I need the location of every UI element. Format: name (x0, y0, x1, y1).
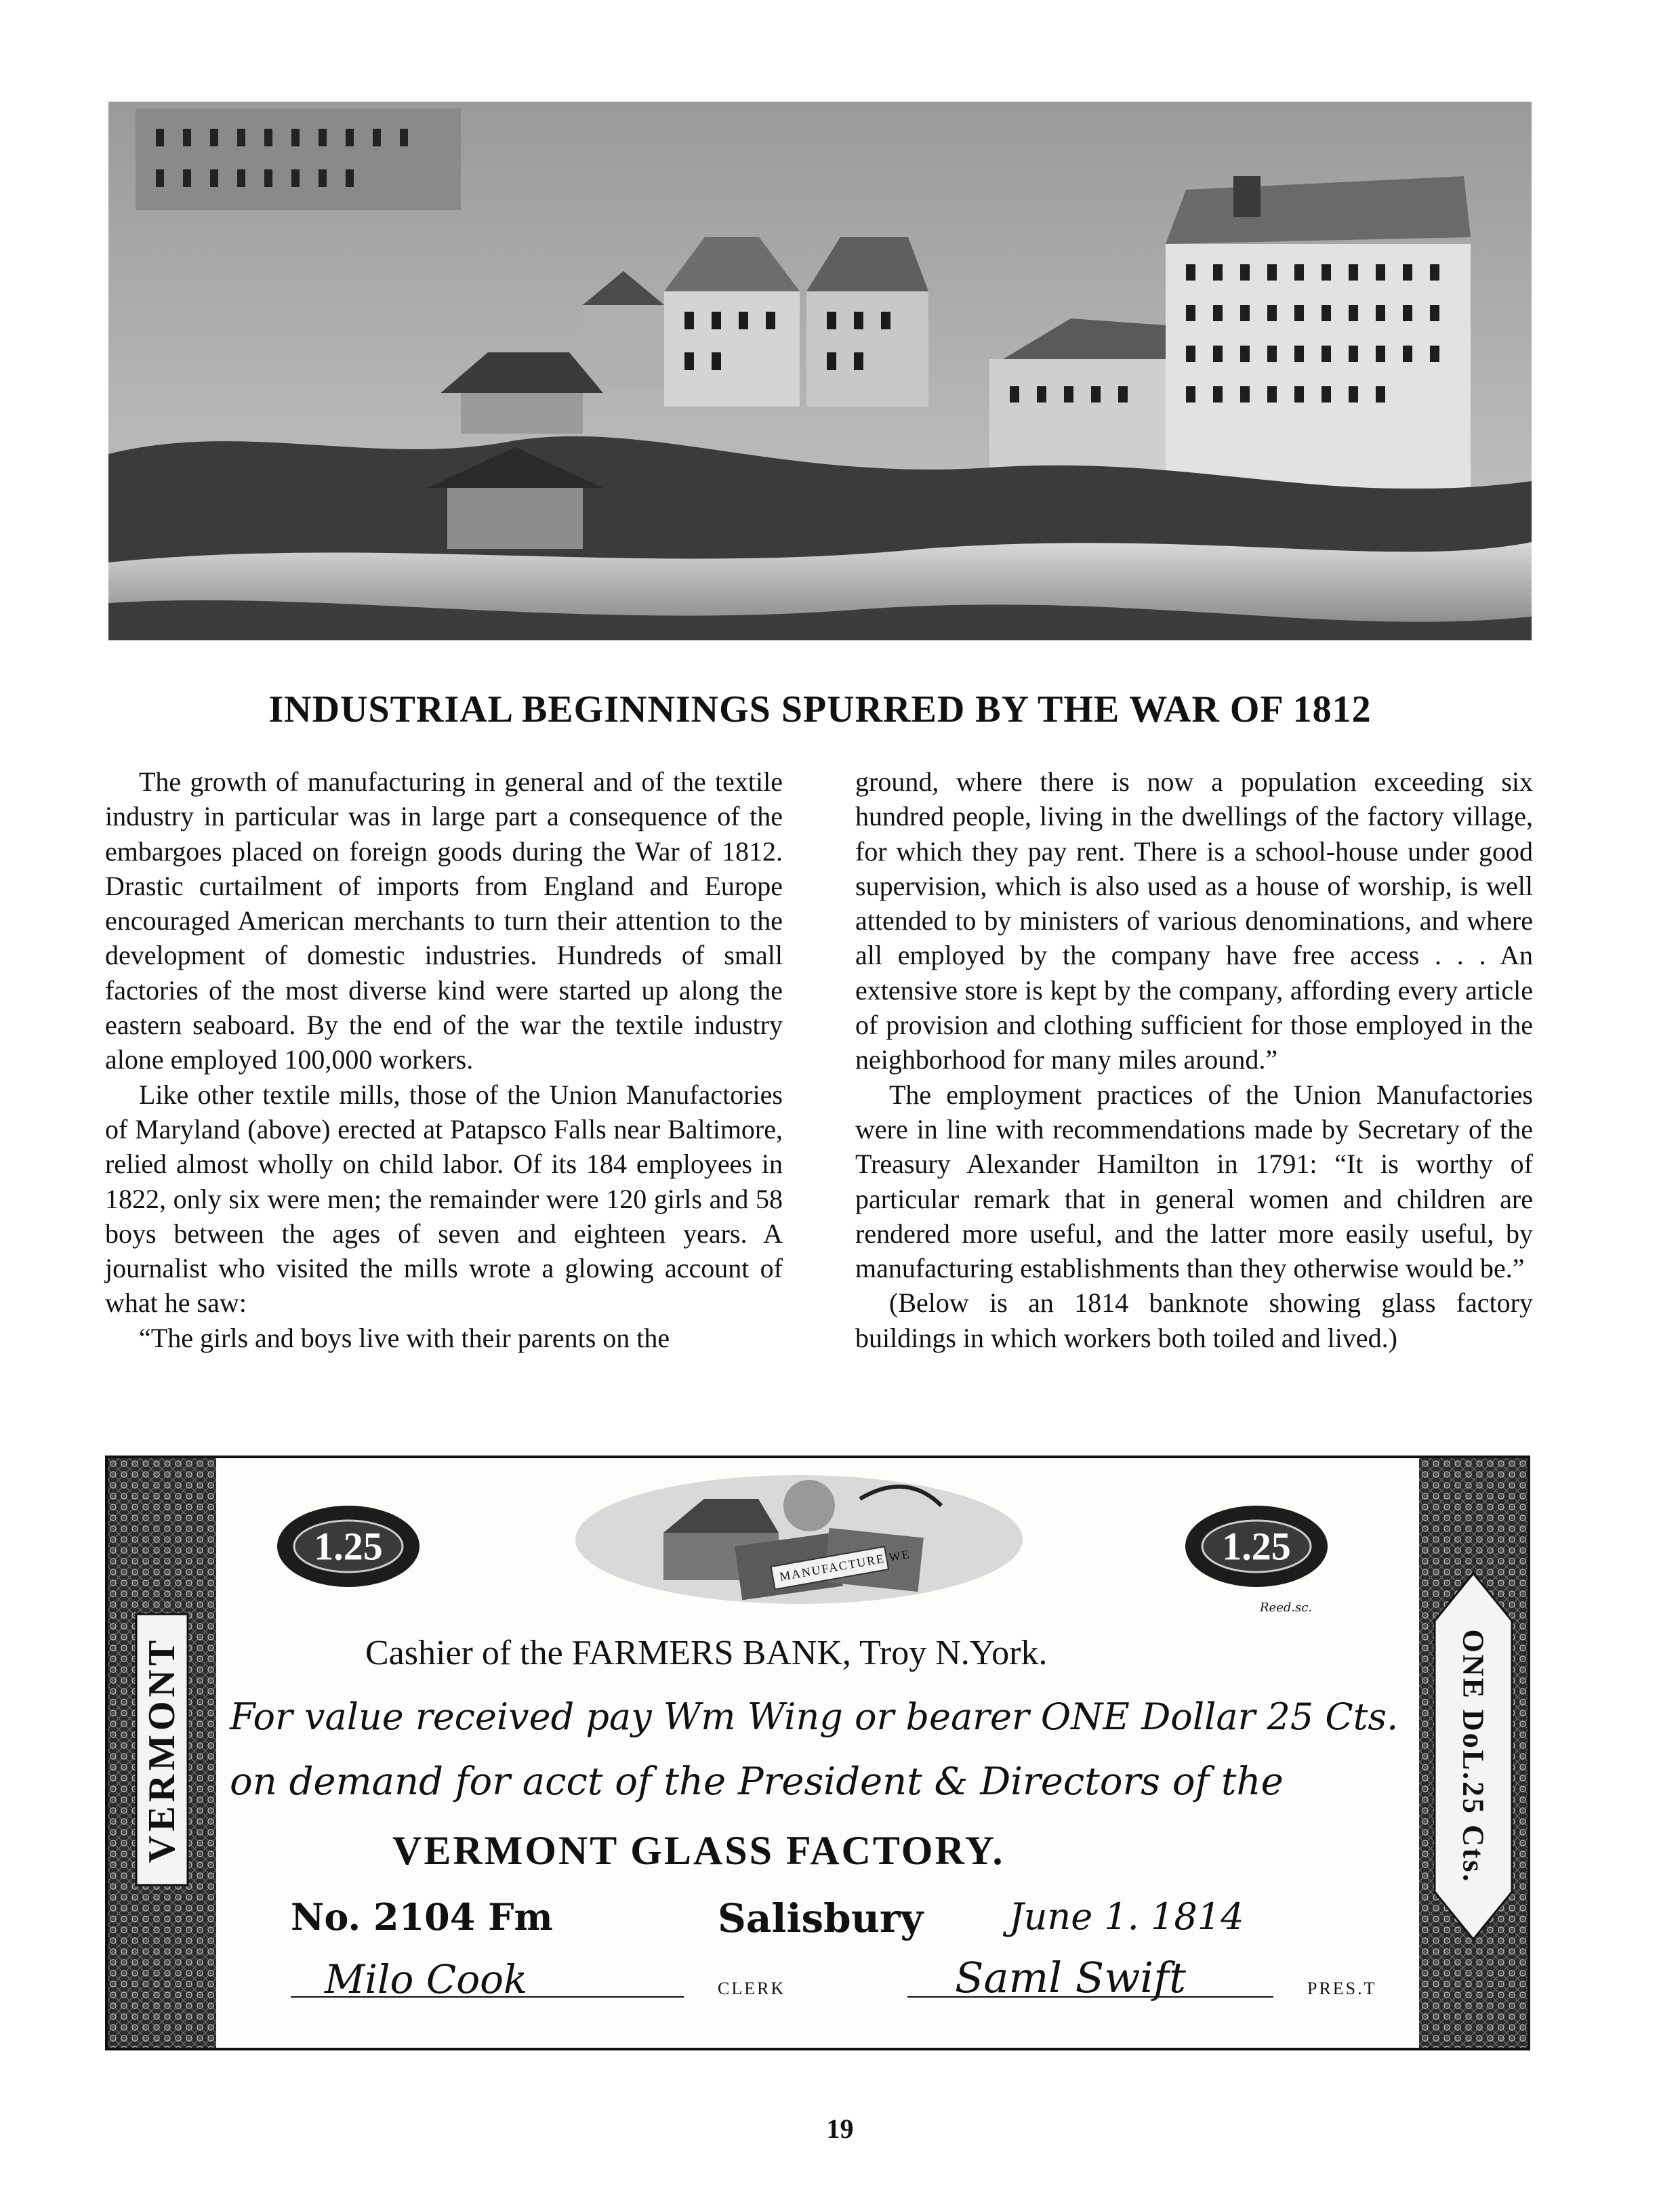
issue-date: June 1. 1814 (1009, 1895, 1244, 1938)
paragraph: Like other textile mills, those of the Union Manufactories of Maryland (above) erected at Patapsco Falls near Baltimore, relied almost wholly on child labor. Of its 184 employees in 1822, only six were men; the remainder were 120 girls and 58 boys between the ages of seven and eighteen years. A journalist who visited the mills wrote a glowing account of what he saw: (105, 1079, 783, 1319)
clerk-label: CLERK (718, 1979, 786, 1998)
clerk-signature: Milo Cook (325, 1956, 528, 2002)
text-column-right (855, 764, 1533, 1355)
factory-vignette (575, 1475, 1023, 1604)
vignette-banner: MANUFACTURE WE (778, 1547, 912, 1584)
page-number: 19 (826, 2113, 854, 2144)
text-column-left (105, 764, 783, 1355)
note-number: No. 2104 Fm (291, 1895, 553, 1939)
paragraph: The employment practices of the Union Manufactories were in line with recommendations made by Secretary of the Treasury Alexander Hamilton in 1791: “It is worthy of particular remark that in general women and children are rendered more useful, and the latter more easily useful, by manufacturing establishments than they otherwise would be.” (855, 1079, 1533, 1284)
headline: INDUSTRIAL BEGINNINGS SPURRED BY THE WAR OF 1812 (268, 688, 1372, 730)
issue-place: Salisbury (718, 1895, 924, 1941)
paragraph: (Below is an 1814 banknote showing glass factory buildings in which workers both toiled and lived.) (855, 1287, 1533, 1353)
paragraph: ground, where there is now a population exceeding six hundred people, living in the dwellings of the factory village, for which they pay rent. There is a school-house under good supervision, which is also used as a house of worship, is well attended to by ministers of various denominations, and where all employed by the company have free access . . . An extensive store is kept by the company, affording every article of provision and clothing sufficient for those employed in the neighborhood for many miles around.” (855, 766, 1533, 1075)
paragraph: The growth of manufacturing in general and of the textile industry in particular was in large part a consequence of the embargoes placed on foreign goods during the War of 1812. Drastic curtailment of imports from England and Europe encouraged American merchants to turn their attention to the development of domestic industries. Hundreds of small factories of the most diverse kind were started up along the eastern seaboard. By the end of the war the textile industry alone employed 100,000 workers. (105, 766, 783, 1075)
denomination-left: 1.25 (314, 1524, 383, 1569)
engraver-mark: Reed.sc. (1260, 1601, 1313, 1615)
on-demand-line: on demand for acct of the President & Directors of the (230, 1760, 1284, 1804)
cashier-line: Cashier of the FARMERS BANK, Troy N.York. (365, 1634, 1048, 1672)
denomination-right: 1.25 (1222, 1524, 1291, 1569)
banknote (105, 1456, 1530, 2050)
issuer-name: VERMONT GLASS FACTORY. (392, 1828, 1005, 1873)
president-signature: Saml Swift (955, 1953, 1186, 2002)
side-label-right: ONE DoL.25 Cts. (1456, 1629, 1490, 1884)
president-label: PRES.T (1307, 1979, 1377, 1998)
mill-engraving (108, 102, 1532, 640)
paragraph: “The girls and boys live with their parents on the (139, 1322, 670, 1353)
value-received-line: For value received pay Wm Wing or bearer ONE Dollar 25 Cts. (230, 1695, 1399, 1738)
side-label-left: VERMONT (141, 1636, 183, 1863)
